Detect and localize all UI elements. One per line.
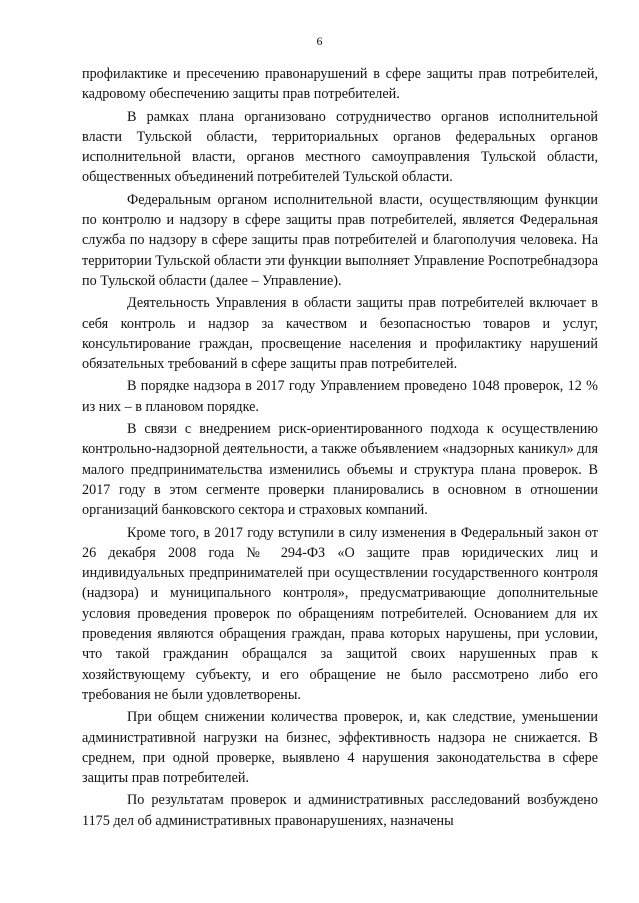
paragraph-7: Кроме того, в 2017 году вступили в силу изменения в Федеральный закон от 26 декабря 2008 года № 294-ФЗ «О защите прав юридических лиц и индивидуальных предпринимателей при осуществлении государственного контроля (надзора) и муниципального контроля», предусматривающие дополнительные условия проведения проверок по обращениям потребителей. Основанием для их проведения являются обращения граждан, права которых нарушены, при условии, что такой гражданин обращался за защитой своих нарушенных прав к хозяйствующему субъекту, и его обращение не было рассмотрено либо его требования не были удовлетворены. xyxy=(82,524,598,703)
paragraph-4: Деятельность Управления в области защиты прав потребителей включает в себя контроль и надзор за качеством и безопасностью товаров и услуг, консультирование граждан, просвещение населения и профилактику нарушений обязательных требований в сфере защиты прав потребителей. xyxy=(82,295,598,373)
paragraph-1: профилактике и пресечению правонарушений в сфере защиты прав потребителей, кадровому обеспечению защиты прав потребителей. xyxy=(82,66,598,103)
paragraph-3: Федеральным органом исполнительной власти, осуществляющим функции по контролю и надзору в сфере защиты прав потребителей, является Федеральная служба по надзору в сфере защиты прав потребителей и благополучия человека. На территории Тульской области эти функции выполняет Управление Роспотребнадзора по Тульской области (далее – Управление). xyxy=(82,191,598,289)
paragraph-6: В связи с внедрением риск-ориентированного подхода к осуществлению контрольно-надзорной деятельности, а также объявлением «надзорных каникул» для малого предпринимательства изменились объемы и структура плана проверок. В 2017 году в этом сегменте проверки планировались в основном в отношении организаций банковского сектора и страховых компаний. xyxy=(82,421,598,519)
document-body xyxy=(82,64,598,831)
paragraph-2: В рамках плана организовано сотрудничество органов исполнительной власти Тульской области, территориальных органов федеральных органов исполнительной власти, органов местного самоуправления Тульской области, общественных объединений потребителей Тульской области. xyxy=(82,108,598,186)
page-number: 6 xyxy=(316,34,323,48)
paragraph-8: При общем снижении количества проверок, и, как следствие, уменьшении административной нагрузки на бизнес, эффективность надзора не снижается. В среднем, при одной проверке, выявлено 4 нарушения законодательства в сфере защиты прав потребителей. xyxy=(82,709,598,787)
paragraph-9: По результатам проверок и административных расследований возбуждено 1175 дел об административных правонарушениях, назначены xyxy=(82,792,598,829)
paragraph-5: В порядке надзора в 2017 году Управлением проведено 1048 проверок, 12 % из них – в плановом порядке. xyxy=(82,378,598,415)
